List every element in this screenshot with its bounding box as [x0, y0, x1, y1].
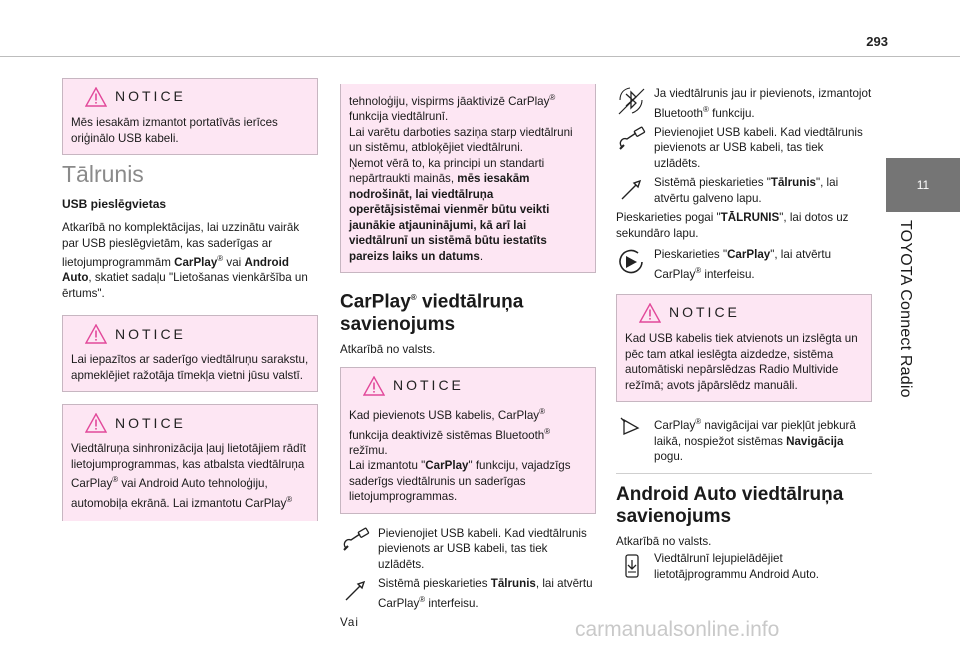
step-tap-carplay: Pieskarieties "CarPlay", lai atvērtu CarPlay® interfeisu. — [616, 247, 872, 282]
step-download-app: Viedtālrunī lejupielādējiet lietotājprogrammu Android Auto. — [616, 551, 872, 582]
navigation-tip: CarPlay® navigācijai var piekļūt jebkurā laikā, nospiežot sistēmas Navigācija pogu. — [616, 414, 872, 473]
step-connect-usb: Pievienojiet USB kabeli. Kad viedtālrunis pievienots ar USB kabeli, tas tiek uzlādēts. — [616, 125, 872, 172]
column-3 — [616, 86, 872, 586]
notice-box — [340, 367, 596, 514]
availability-text: Atkarībā no valsts. — [340, 342, 436, 356]
bluetooth-icon — [616, 86, 648, 116]
notice-box — [62, 78, 318, 155]
column-2 — [340, 84, 596, 637]
watermark: carmanualsonline.info — [575, 618, 780, 641]
notice-title: NOTICE — [669, 304, 740, 321]
notice-text: Mēs iesakām izmantot portatīvās ierīces oriģinālo USB kabeli. — [71, 116, 278, 145]
subheading-usb: USB pieslēgvietas — [62, 196, 167, 211]
smartphone-download-icon — [616, 551, 648, 581]
notice-box — [616, 294, 872, 402]
notice-text: Kad pievienots USB kabelis, CarPlay® funkcija deaktivizē sistēmas Bluetooth® režīmu. — [349, 407, 551, 457]
phone-button-paragraph: Pieskarieties pogai "TĀLRUNIS", lai dotos uz sekundāro lapu. — [616, 211, 849, 240]
touch-icon — [340, 576, 372, 606]
usb-paragraph: Atkarībā no komplektācijas, lai uzzinātu vairāk par USB pieslēgvietām, kas saderīgas ar lietojumprogrammām CarPlay® vai Android Auto, skatiet sadaļu "Lietošanas vienkāršība un ērtums". — [62, 221, 308, 300]
chapter-number: 11 — [916, 178, 930, 192]
touch-icon — [616, 175, 648, 205]
section-heading-carplay: CarPlay® viedtālruņa savienojums — [340, 291, 524, 335]
notice-box — [62, 315, 318, 392]
section-heading-android-auto: Android Auto viedtālruņa savienojums — [616, 483, 844, 527]
step-tap-phone: Sistēmā pieskarieties "Tālrunis", lai atvērtu galveno lapu. — [616, 175, 872, 206]
step-tap-phone: Sistēmā pieskarieties Tālrunis, lai atvērtu CarPlay® interfeisu. — [340, 576, 596, 611]
warning-icon — [85, 324, 107, 344]
or-text: Vai — [340, 616, 359, 630]
notice-text: Lai iepazītos ar saderīgo viedtālruņu sarakstu, apmeklējiet ražotāja tīmekļa vietni jūsu valstī. — [71, 353, 309, 382]
notice-title: NOTICE — [115, 414, 186, 431]
notice-text: Kad USB kabelis tiek atvienots un izslēgta un pēc tam atkal ieslēgta aizdedze, sistēma automātiski nepārslēdzas Radio Multivide režīmā; avots jāpārslēdz manuāli. — [625, 332, 858, 392]
notice-title: NOTICE — [115, 325, 186, 342]
notice-text: Ņemot vērā to, ka principi un standarti nepārtraukti mainās, mēs iesakām nodrošināt, lai viedtālruņa operētājsistēmai vienmēr būtu veikti jaunākie atjauninājumi, kā arī lai viedtālrunī un sistēmā būtu iestatīts pareizs laiks un datums. — [349, 156, 550, 263]
notice-text: tehnoloģiju, vispirms jāaktivizē CarPlay® funkcija viedtālrunī. — [349, 93, 556, 124]
chapter-tab — [886, 158, 960, 212]
section-heading-phone: Tālrunis — [62, 161, 144, 187]
usb-cable-icon — [616, 125, 648, 155]
notice-box — [62, 404, 318, 521]
availability-text: Atkarībā no valsts. — [616, 534, 712, 548]
warning-icon — [363, 376, 385, 396]
notice-title: NOTICE — [393, 377, 464, 394]
notice-text: Lai varētu darboties saziņa starp viedtālruni un sistēmu, atbloķējiet viedtālruni. — [349, 125, 573, 155]
warning-icon — [85, 413, 107, 433]
page-number: 293 — [866, 34, 888, 49]
carplay-icon — [616, 247, 648, 277]
step-bluetooth: Ja viedtālrunis jau ir pievienots, izmantojot Bluetooth® funkciju. — [616, 86, 872, 121]
step-connect-usb: Pievienojiet USB kabeli. Kad viedtālrunis pievienots ar USB kabeli, tas tiek uzlādēts. — [340, 526, 596, 573]
notice-title: NOTICE — [115, 88, 186, 105]
header-rule — [0, 56, 960, 57]
notice-text: Viedtālruņa sinhronizācija ļauj lietotājiem rādīt lietojumprogrammas, kas atbalsta viedtālruņa CarPlay® vai Android Auto tehnoloģiju, automobiļa ekrānā. Lai izmantotu CarPlay® — [71, 442, 307, 510]
warning-icon — [85, 87, 107, 107]
navigation-arrow-icon — [616, 414, 648, 444]
warning-icon — [639, 303, 661, 323]
notice-text: Lai izmantotu "CarPlay" funkciju, vajadzīgs saderīgs viedtālrunis un saderīgas lietojumprogrammas. — [349, 459, 571, 504]
usb-cable-icon — [340, 526, 372, 556]
chapter-title: TOYOTA Connect Radio — [897, 220, 914, 398]
notice-box-continued — [340, 84, 596, 273]
column-1 — [62, 78, 318, 533]
